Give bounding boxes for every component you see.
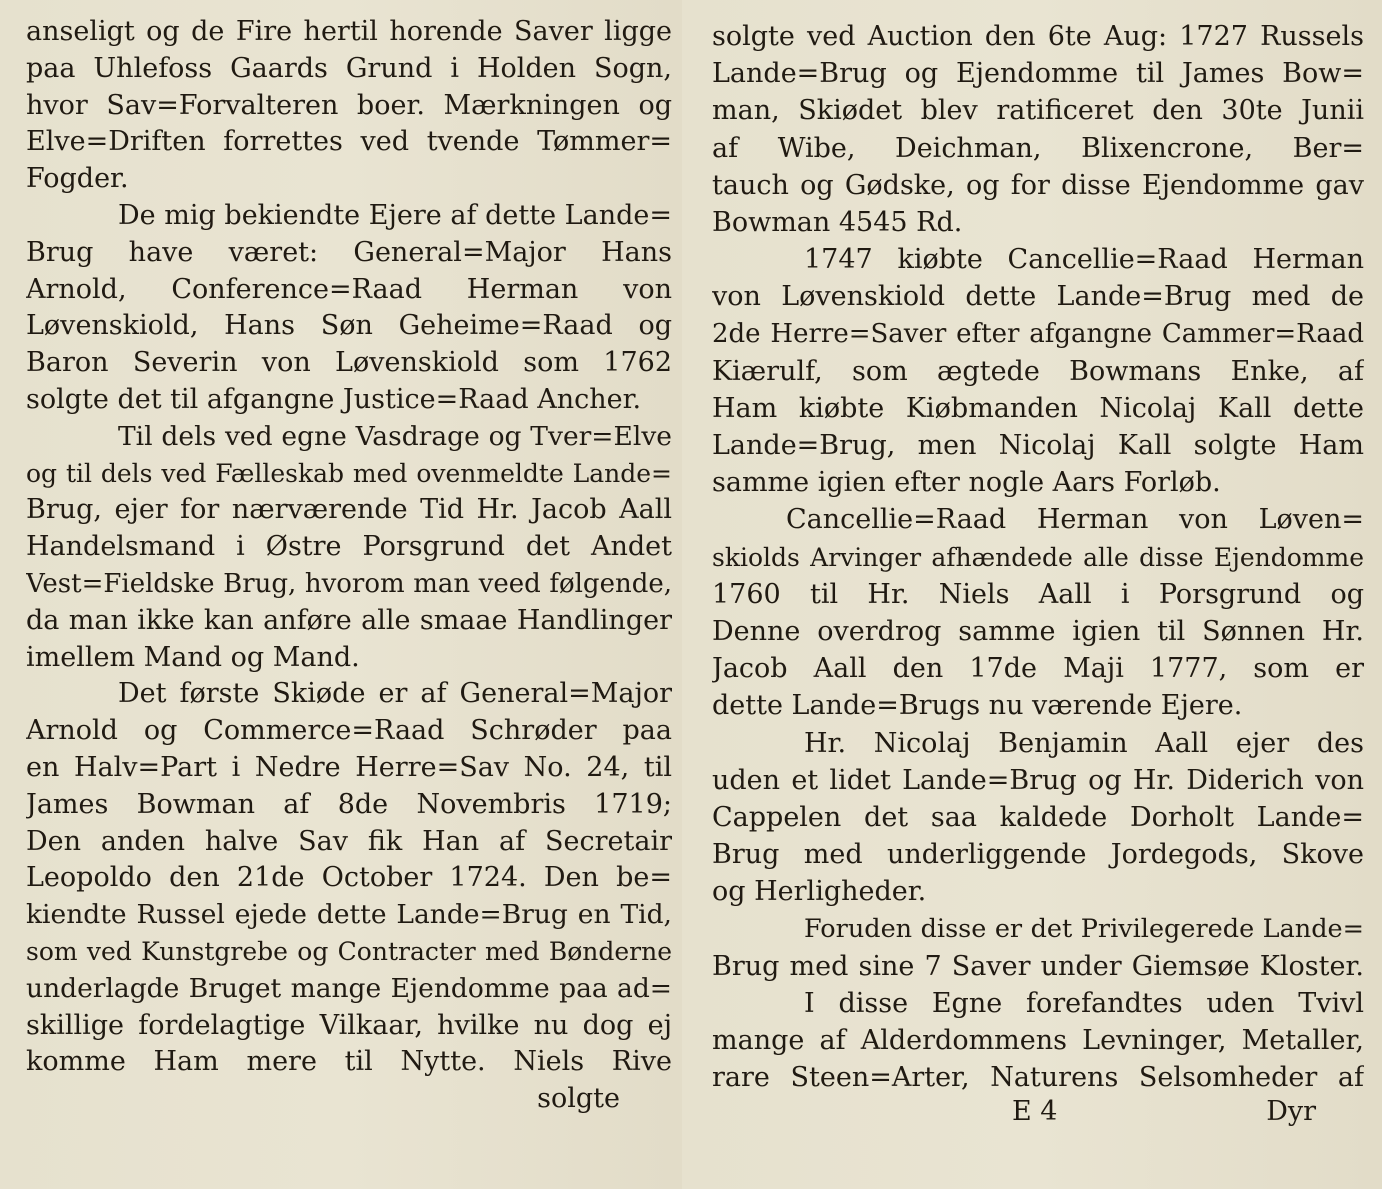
text-line: Den anden halve Sav fik Han af Secretair <box>26 825 672 857</box>
text-line: Kiærulf, som ægtede Bowmans Enke, af <box>712 355 1364 387</box>
text-line: tauch og Gødske, og for disse Ejendomme gav <box>712 169 1364 201</box>
text-line: mange af Alderdommens Levninger, Metaller, <box>712 1025 1364 1057</box>
text-line: von Løvenskiold dette Lande=Brug med de <box>712 281 1364 313</box>
text-line: og Herligheder. <box>712 876 927 908</box>
text-line: James Bowman af 8de Novembris 1719; <box>26 788 672 820</box>
text-line: rare Steen=Arter, Naturens Selsomheder af <box>712 1062 1364 1094</box>
text-line: Brug med sine 7 Saver under Giemsøe Kloster. <box>712 950 1364 982</box>
text-line: imellem Mand og Mand. <box>26 641 360 673</box>
left-page <box>0 0 682 1189</box>
text-line: Cappelen det saa kaldede Dorholt Lande= <box>712 801 1364 833</box>
text-line: Brug med underliggende Jordegods, Skove <box>712 839 1364 871</box>
text-line: Lande=Brug og Ejendomme til James Bow= <box>712 58 1364 90</box>
text-line: Arnold og Commerce=Raad Schrøder paa <box>26 715 672 747</box>
text-line: Handelsmand i Østre Porsgrund det Andet <box>26 531 672 563</box>
text-line: Elve=Driften forrettes ved tvende Tømmer= <box>26 126 672 158</box>
text-line: solgte det til afgangne Justice=Raad Ancher. <box>26 383 642 415</box>
text-line: 1747 kiøbte Cancellie=Raad Herman <box>804 244 1364 276</box>
text-line: Brug have været: General=Major Hans <box>26 236 672 268</box>
catchword: solgte <box>537 1083 620 1115</box>
text-line: Foruden disse er det Privilegerede Lande= <box>804 913 1364 944</box>
text-line: Hr. Nicolaj Benjamin Aall ejer des <box>804 727 1364 759</box>
text-line: hvor Sav=Forvalteren boer. Mærkningen og <box>26 89 672 121</box>
text-line: Cancellie=Raad Herman von Løven= <box>786 504 1364 536</box>
text-line: Det første Skiøde er af General=Major <box>118 678 672 710</box>
text-line: 2de Herre=Saver efter afgangne Cammer=Raad <box>712 318 1364 349</box>
text-line: Vest=Fieldske Brug, hvorom man veed følgende, <box>26 568 672 599</box>
text-line: komme Ham mere til Nytte. Niels Rive <box>26 1046 672 1078</box>
text-line: Ham kiøbte Kiøbmanden Nicolaj Kall dette <box>712 392 1364 424</box>
text-line: uden et lidet Lande=Brug og Hr. Diderich von <box>712 764 1364 796</box>
text-line: Til dels ved egne Vasdrage og Tver=Elve <box>118 420 672 452</box>
text-line: Bowman 4545 Rd. <box>712 206 963 238</box>
text-line: en Halv=Part i Nedre Herre=Sav No. 24, til <box>26 751 672 783</box>
text-line: kiendte Russel ejede dette Lande=Brug en Tid, <box>26 899 672 931</box>
text-line: man, Skiødet blev ratificeret den 30te Junii <box>712 95 1364 127</box>
right-page <box>682 0 1382 1189</box>
text-line: skiolds Arvinger afhændede alle disse Ejendomme <box>712 542 1364 572</box>
text-line: da man ikke kan anføre alle smaae Handlinger <box>26 604 672 636</box>
text-line: dette Lande=Brugs nu værende Ejere. <box>712 690 1243 722</box>
text-line: Baron Severin von Løvenskiold som 1762 <box>26 347 672 379</box>
signature-mark: E 4 <box>1012 1096 1058 1128</box>
text-line: underlagde Bruget mange Ejendomme paa ad= <box>26 972 672 1004</box>
text-line: I disse Egne forefandtes uden Tvivl <box>804 987 1364 1019</box>
text-line: Fogder. <box>26 163 129 195</box>
text-line: af Wibe, Deichman, Blixencrone, Ber= <box>712 132 1364 164</box>
catchword: Dyr <box>1266 1096 1316 1128</box>
text-line: skillige fordelagtige Vilkaar, hvilke nu dog ej <box>26 1009 672 1041</box>
text-line: De mig bekiendte Ejere af dette Lande= <box>118 199 672 231</box>
text-line: Leopoldo den 21de October 1724. Den be= <box>26 862 672 894</box>
text-line: Arnold, Conference=Raad Herman von <box>26 273 672 305</box>
text-line: og til dels ved Fælleskab med ovenmeldte Lande= <box>26 458 672 488</box>
text-line: Brug, ejer for nærværende Tid Hr. Jacob Aall <box>26 494 672 526</box>
page-footer <box>712 1096 1364 1127</box>
text-line: paa Uhlefoss Gaards Grund i Holden Sogn, <box>26 52 672 84</box>
text-line: 1760 til Hr. Niels Aall i Porsgrund og <box>712 578 1364 610</box>
text-line: solgte ved Auction den 6te Aug: 1727 Russels <box>712 21 1364 52</box>
text-line: som ved Kunstgrebe og Contracter med Bønderne <box>26 936 672 966</box>
text-line: anseligt og de Fire hertil horende Saver ligge <box>26 16 672 47</box>
text-line: Løvenskiold, Hans Søn Geheime=Raad og <box>26 310 672 342</box>
text-line: samme igien efter nogle Aars Forløb. <box>712 467 1221 499</box>
text-line: Lande=Brug, men Nicolaj Kall solgte Ham <box>712 430 1364 462</box>
text-line: Denne overdrog samme igien til Sønnen Hr. <box>712 616 1364 647</box>
text-line: Jacob Aall den 17de Maji 1777, som er <box>712 653 1364 685</box>
